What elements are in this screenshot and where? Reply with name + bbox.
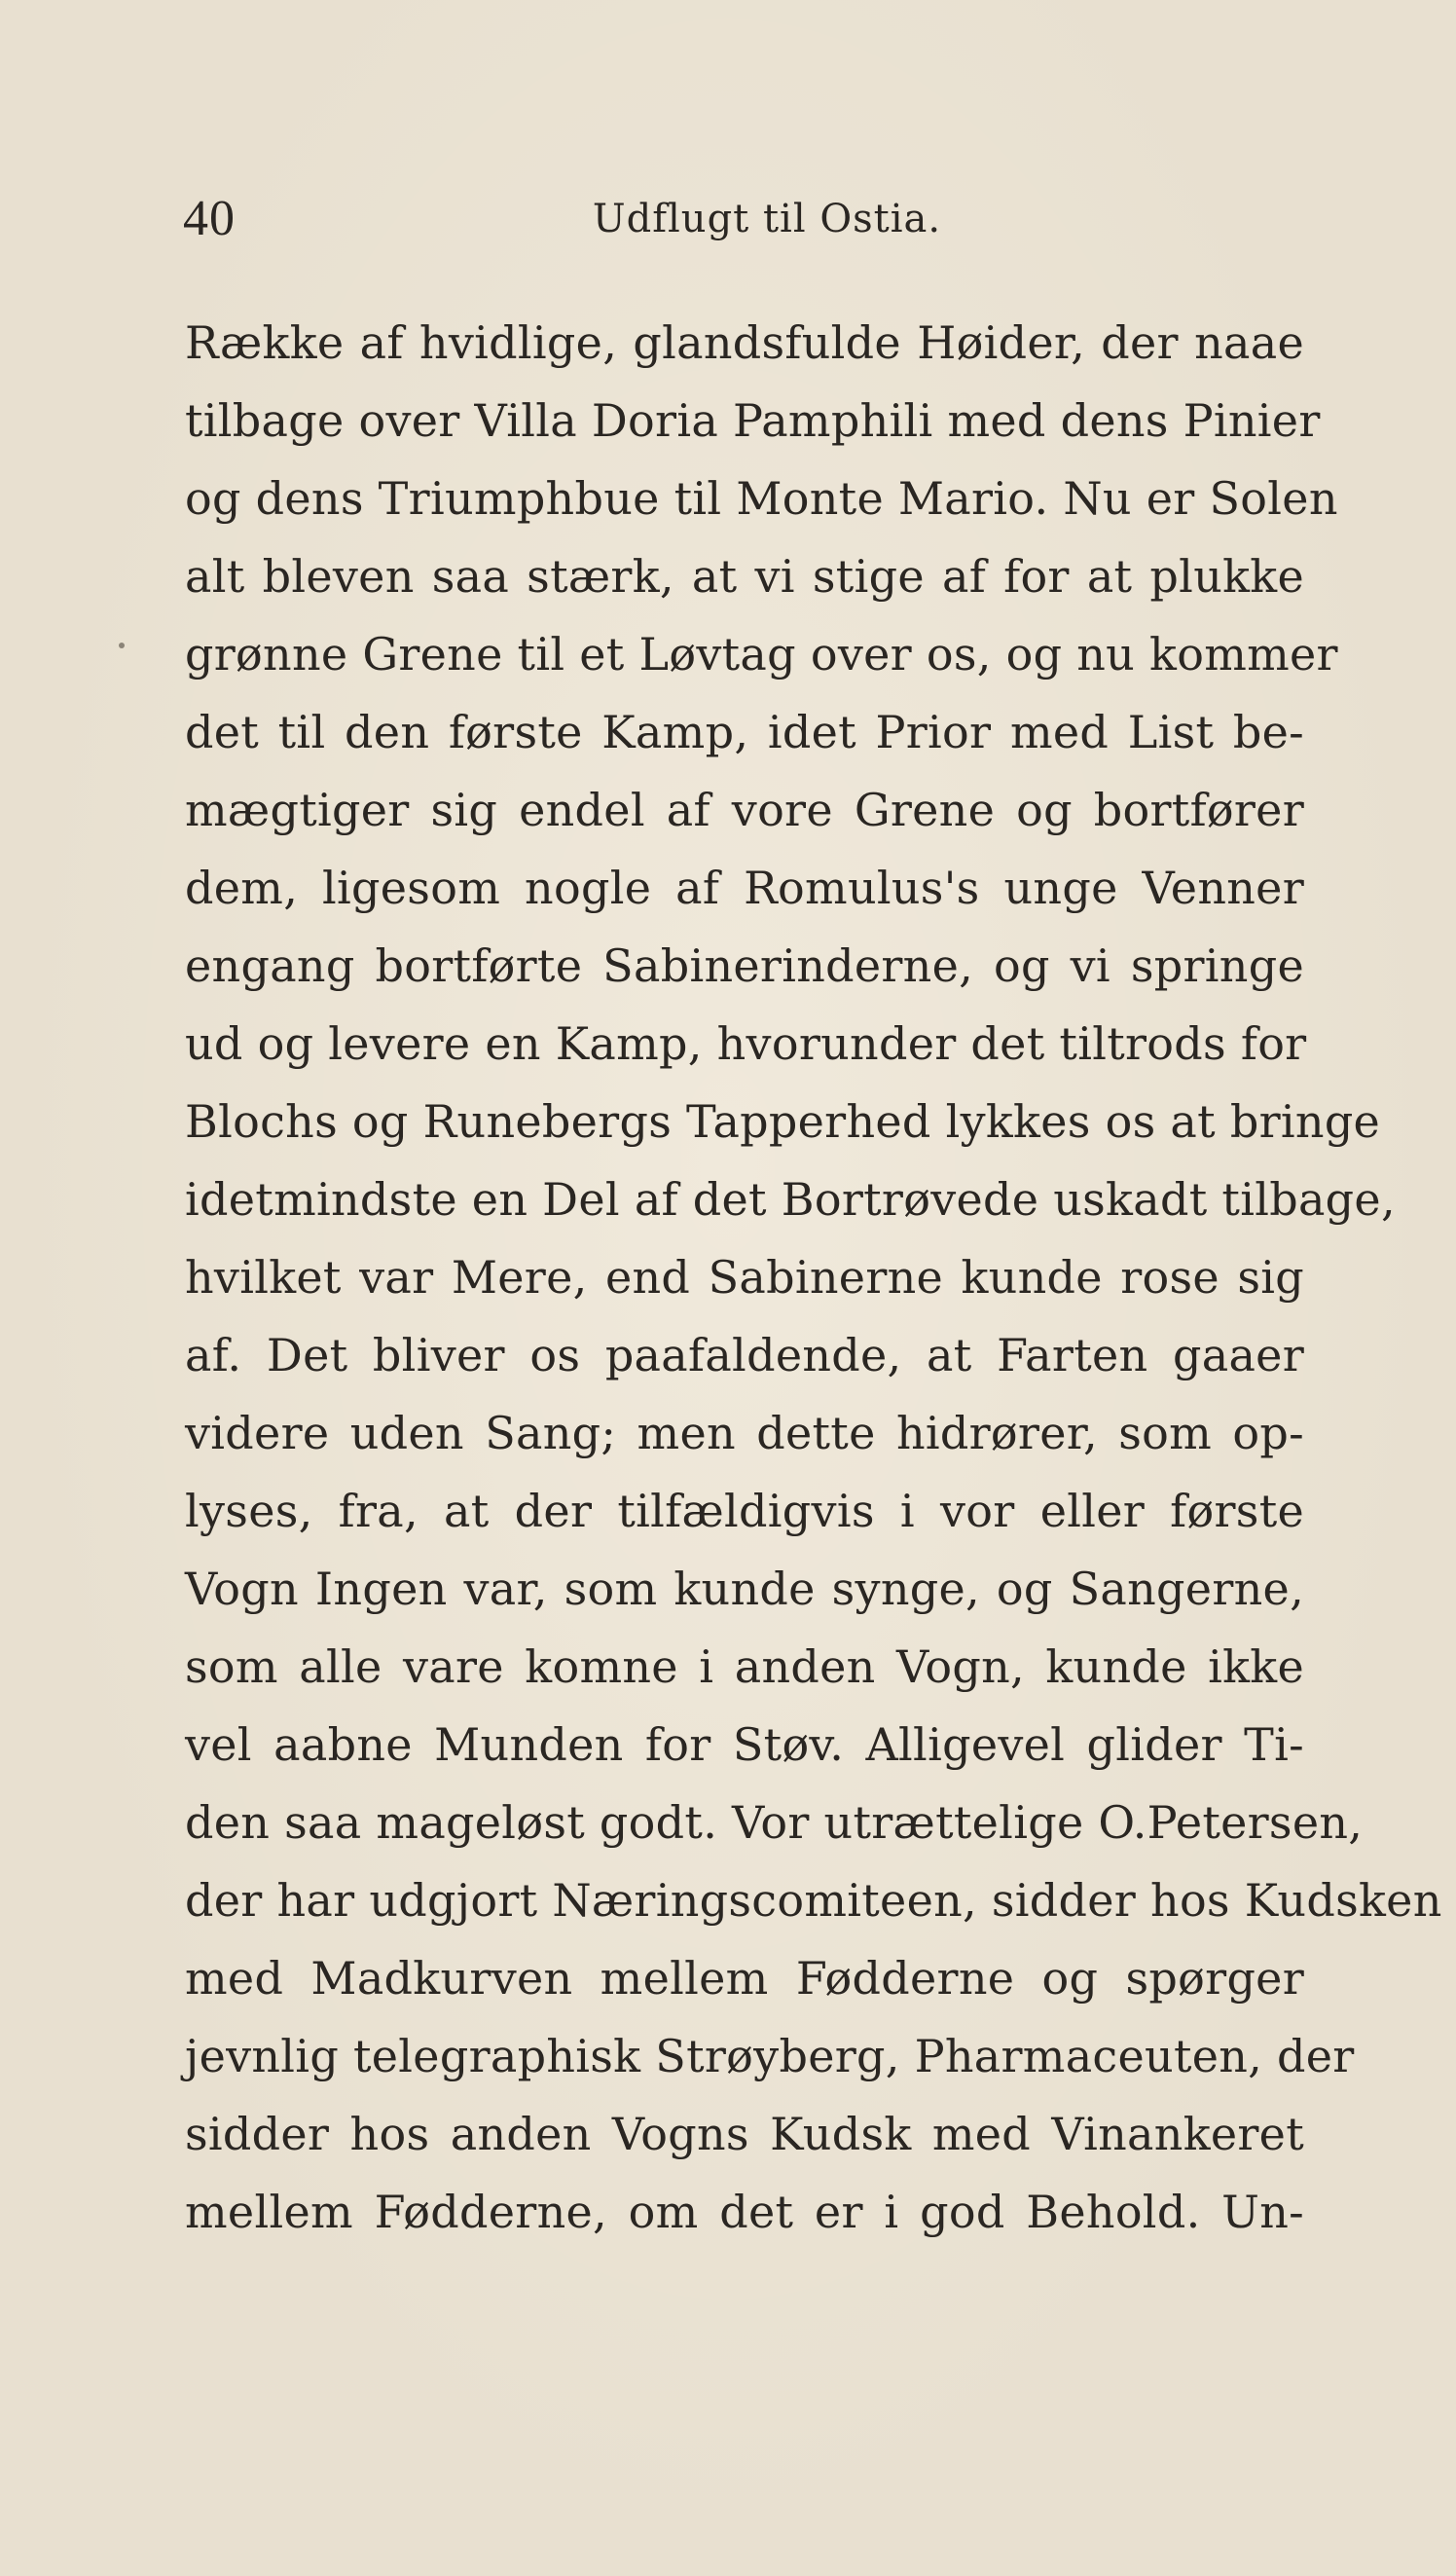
page-header bbox=[183, 185, 1304, 253]
text-line: med Madkurven mellem Fødderne og spørger bbox=[185, 1952, 1304, 2005]
text-line: der har udgjort Næringscomiteen, sidder hos Kudsken bbox=[185, 1874, 1442, 1927]
margin-speck bbox=[119, 643, 125, 648]
text-line: det til den første Kamp, idet Prior med List be- bbox=[185, 706, 1304, 758]
text-line: mellem Fødderne, om det er i god Behold. Un- bbox=[185, 2186, 1304, 2238]
text-line: jevnlig telegraphisk Strøyberg, Pharmaceuten, der bbox=[185, 2030, 1355, 2082]
text-line: lyses, fra, at der tilfældigvis i vor eller første bbox=[185, 1485, 1304, 1537]
text-line: som alle vare komne i anden Vogn, kunde ikke bbox=[185, 1640, 1304, 1693]
body-text bbox=[185, 304, 1442, 2251]
text-line: mægtiger sig endel af vore Grene og bortfører bbox=[185, 784, 1304, 836]
text-line: ud og levere en Kamp, hvorunder det tiltrods for bbox=[185, 1017, 1307, 1070]
text-line: Række af hvidlige, glandsfulde Høider, der naae bbox=[185, 316, 1304, 369]
text-line: idetmindste en Del af det Bortrøvede uskadt tilbage, bbox=[185, 1173, 1396, 1226]
text-line: dem, ligesom nogle af Romulus's unge Venner bbox=[185, 862, 1304, 914]
text-line: grønne Grene til et Løvtag over os, og nu kommer bbox=[185, 628, 1338, 681]
text-line: Blochs og Runebergs Tapperhed lykkes os at bringe bbox=[185, 1095, 1381, 1148]
text-line: hvilket var Mere, end Sabinerne kunde rose sig bbox=[185, 1251, 1304, 1304]
text-line: videre uden Sang; men dette hidrører, som op- bbox=[185, 1407, 1304, 1459]
page-number: 40 bbox=[183, 191, 236, 246]
text-line: alt bleven saa stærk, at vi stige af for at plukke bbox=[185, 550, 1304, 603]
text-line: vel aabne Munden for Støv. Alligevel glider Ti- bbox=[185, 1718, 1304, 1771]
text-line: af. Det bliver os paafaldende, at Farten gaaer bbox=[185, 1329, 1304, 1381]
text-line: Vogn Ingen var, som kunde synge, og Sangerne, bbox=[185, 1563, 1304, 1615]
running-title: Udflugt til Ostia. bbox=[592, 197, 942, 241]
text-line: tilbage over Villa Doria Pamphili med dens Pinier bbox=[185, 394, 1321, 447]
text-line: den saa mageløst godt. Vor utrættelige O.Petersen, bbox=[185, 1796, 1364, 1849]
text-line: og dens Triumphbue til Monte Mario. Nu er Solen bbox=[185, 472, 1338, 525]
text-line: sidder hos anden Vogns Kudsk med Vinankeret bbox=[185, 2108, 1304, 2160]
text-line: engang bortførte Sabinerinderne, og vi springe bbox=[185, 939, 1304, 992]
